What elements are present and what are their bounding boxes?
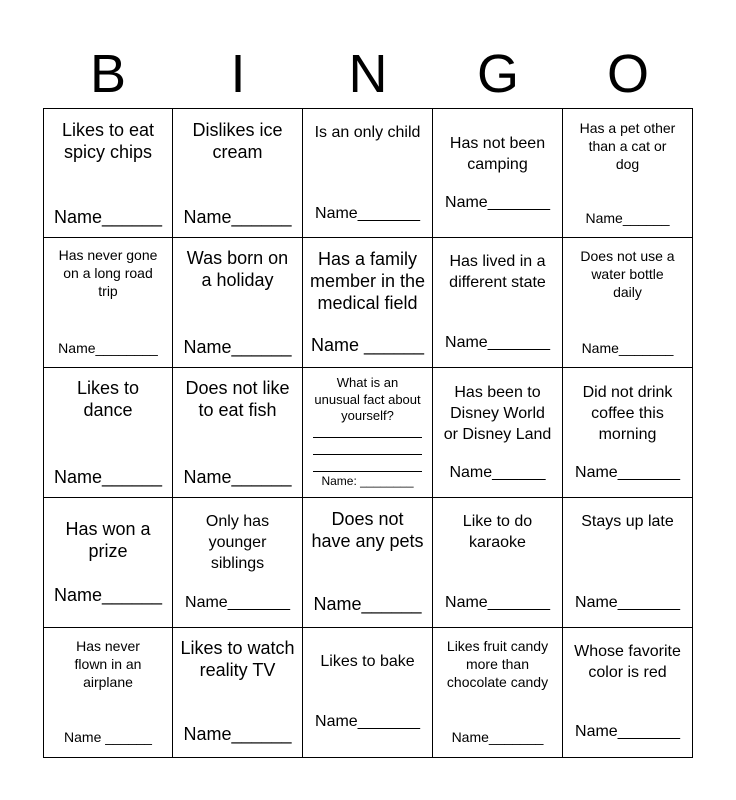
bingo-cell[interactable] — [173, 108, 303, 238]
cell-prompt: Only has younger siblings — [205, 513, 270, 572]
cell-prompt: Does not use a water bottle daily — [580, 248, 675, 300]
name-blank[interactable]: Name______ — [313, 594, 422, 614]
bingo-cell[interactable] — [173, 368, 303, 498]
bingo-cell[interactable] — [43, 238, 173, 368]
cell-prompt: Has never flown in an airplane — [74, 638, 142, 690]
cell-prompt: Like to do karaoke — [462, 513, 533, 551]
bingo-cell[interactable] — [303, 108, 433, 238]
name-blank[interactable]: Name______ — [183, 724, 292, 744]
cell-prompt: Whose favorite color is red — [574, 643, 681, 681]
name-blank[interactable]: Name_______ — [445, 334, 550, 351]
cell-prompt: Did not drink coffee this morning — [582, 384, 673, 443]
header-letter-i: I — [230, 44, 246, 104]
cell-prompt: Is an only child — [314, 124, 421, 141]
name-blank[interactable]: Name_______ — [581, 340, 674, 356]
cell-prompt: Likes to dance — [76, 378, 140, 420]
cell-prompt: Was born on a holiday — [186, 248, 289, 290]
bingo-cell[interactable] — [43, 108, 173, 238]
bingo-cell[interactable] — [563, 498, 693, 628]
bingo-cell[interactable] — [173, 628, 303, 758]
name-blank[interactable]: Name______ — [53, 467, 163, 487]
name-blank[interactable]: Name______ — [449, 464, 546, 481]
name-blank[interactable]: Name_______ — [315, 205, 420, 222]
bingo-cell[interactable] — [563, 368, 693, 498]
cell-prompt: Has never gone on a long road trip — [58, 247, 158, 299]
cell-prompt: Has won a prize — [65, 519, 151, 561]
name-blank[interactable]: Name______ — [53, 207, 163, 227]
cell-prompt: Has a pet other than a cat or dog — [579, 120, 676, 172]
name-blank[interactable]: Name ______ — [310, 335, 425, 355]
header-letter-g: G — [476, 44, 519, 104]
bingo-header — [43, 40, 693, 108]
answer-line[interactable] — [313, 454, 422, 455]
cell-prompt: Dislikes ice cream — [192, 120, 283, 162]
cell-prompt: Has lived in a different state — [449, 253, 546, 291]
bingo-cell[interactable] — [563, 238, 693, 368]
name-blank[interactable]: Name______ — [183, 207, 292, 227]
cell-prompt: Does not like to eat fish — [185, 378, 290, 420]
cell-prompt: Has been to Disney World or Disney Land — [443, 384, 552, 443]
bingo-cell[interactable] — [303, 628, 433, 758]
bingo-cell[interactable] — [433, 368, 563, 498]
name-blank[interactable]: Name_______ — [445, 194, 550, 211]
name-blank[interactable]: Name________ — [58, 340, 158, 356]
name-blank[interactable]: Name______ — [183, 467, 292, 487]
name-blank[interactable]: Name_______ — [315, 713, 420, 730]
bingo-cell[interactable] — [173, 238, 303, 368]
bingo-cell[interactable] — [433, 628, 563, 758]
name-blank[interactable]: Name_______ — [445, 594, 550, 611]
name-blank[interactable]: Name_______ — [185, 594, 290, 611]
cell-prompt: Likes to watch reality TV — [180, 638, 295, 680]
bingo-cell[interactable] — [43, 368, 173, 498]
cell-prompt: What is an unusual fact about yourself? — [314, 375, 421, 423]
name-blank[interactable]: Name______ — [183, 337, 292, 357]
cell-prompt: Likes to bake — [320, 653, 415, 670]
name-blank[interactable]: Name______ — [53, 585, 163, 605]
bingo-cell[interactable] — [433, 108, 563, 238]
name-blank[interactable]: Name: ________ — [321, 474, 414, 488]
name-blank[interactable]: Name_______ — [575, 594, 680, 611]
name-blank[interactable]: Name______ — [585, 210, 670, 226]
bingo-cell[interactable] — [433, 238, 563, 368]
bingo-grid — [43, 108, 693, 758]
name-blank[interactable]: Name_______ — [575, 723, 680, 740]
bingo-cell[interactable] — [303, 368, 433, 498]
bingo-cell[interactable] — [43, 498, 173, 628]
bingo-cell[interactable] — [303, 498, 433, 628]
cell-prompt: Likes fruit candy more than chocolate candy — [446, 638, 549, 690]
name-blank[interactable]: Name_______ — [575, 464, 680, 481]
bingo-cell[interactable] — [303, 238, 433, 368]
name-blank[interactable]: Name ______ — [64, 729, 152, 745]
header-letter-n: N — [348, 44, 388, 104]
cell-prompt: Has not been camping — [449, 135, 546, 173]
cell-prompt: Likes to eat spicy chips — [61, 120, 155, 162]
bingo-cell[interactable] — [563, 628, 693, 758]
bingo-cell[interactable] — [433, 498, 563, 628]
cell-prompt: Stays up late — [581, 513, 674, 530]
bingo-cell[interactable] — [43, 628, 173, 758]
header-letter-b: B — [89, 44, 127, 104]
bingo-cell[interactable] — [563, 108, 693, 238]
answer-line[interactable] — [313, 437, 422, 438]
answer-line[interactable] — [313, 471, 422, 472]
name-blank[interactable]: Name_______ — [451, 729, 544, 745]
cell-prompt: Has a family member in the medical field — [309, 249, 426, 313]
bingo-cell[interactable] — [173, 498, 303, 628]
cell-prompt: Does not have any pets — [311, 509, 424, 551]
header-letter-o: O — [606, 44, 649, 104]
